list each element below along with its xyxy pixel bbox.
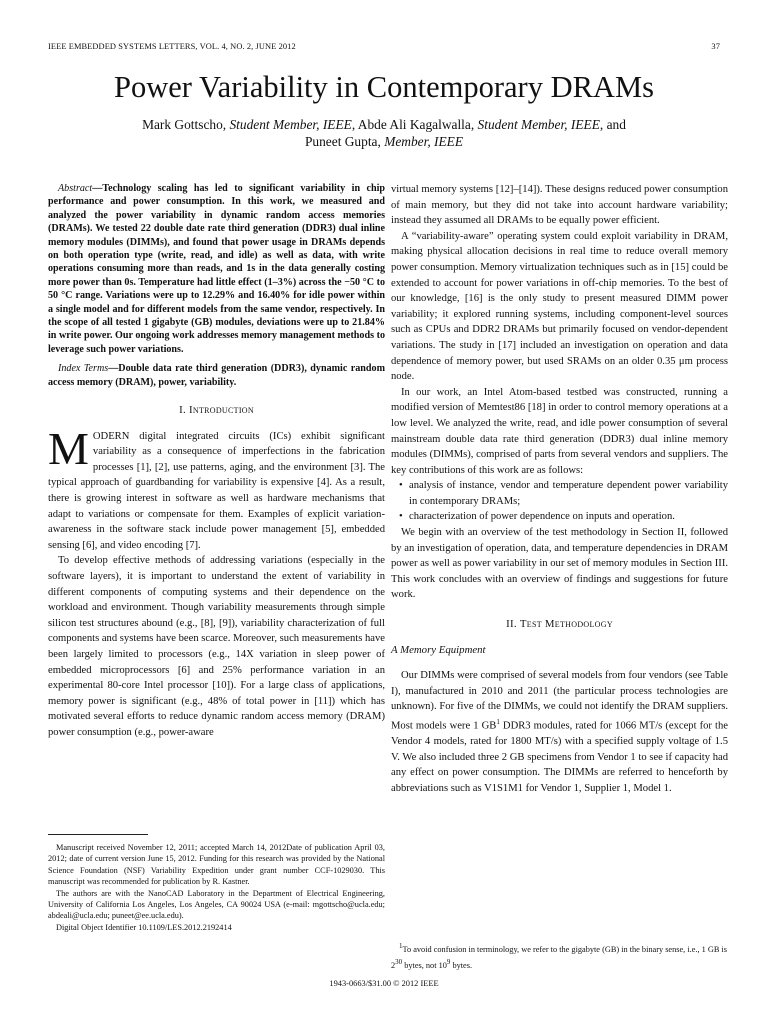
section-number: II. [506, 618, 520, 631]
left-column [48, 182, 385, 741]
page-number: 37 [711, 42, 720, 51]
section-heading-introduction [48, 403, 385, 419]
author-affiliation: Student Member, IEEE [477, 117, 600, 132]
footnote-rule [48, 834, 148, 835]
subsection-heading: A Memory Equipment [391, 643, 486, 656]
author-separator: , and [599, 117, 626, 132]
contribution-list [391, 478, 728, 525]
author-affiliation: Student Member, IEEE [229, 117, 352, 132]
section-heading-methodology [391, 617, 728, 633]
list-item: • characterization of power dependence on inputs and operation. [409, 509, 728, 525]
paper-title: Power Variability in Contemporary DRAMs [114, 70, 654, 104]
footnotes [48, 842, 385, 933]
intro-paragraph: virtual memory systems [12]–[14]). These designs reduced power consumption of main memory, but they did not take into account hardware variability; instead they assumed all DRAMs to be equally power efficient. [391, 184, 728, 227]
author-name: , Abde Ali Kagalwalla, [351, 117, 478, 132]
abstract [48, 182, 385, 356]
footnote-text-part: To avoid confusion in terminology, we refer to the gigabyte (GB) in the binary sense, i.e., 1 GB is 2 [391, 944, 727, 970]
right-column [391, 182, 728, 797]
method-text: DDR3 modules, rated for 1066 MT/s (except for the Vendor 4 models, rated for 1800 MT/s) with a specified supply voltage of 1.5 V. We also included three 2 GB specimens from Vendor 1 to see if capacity had any effect on power consumption. The DIMMs are referred to henceforth by abbreviations such as V1S1M1 for Vendor 1, Supplier 1, Model 1. [391, 720, 728, 794]
method-text: Our DIMMs were comprised of several models from four vendors (see Table I), manufactured in 2010 and 2011 (the particular process technologies are unknown). For five of the DIMMs, we could not identify the DRAM suppliers. Most models were 1 GB [391, 670, 728, 732]
intro-paragraph [48, 422, 385, 554]
author-affiliation: Member, IEEE [384, 134, 464, 149]
exponent: 9 [446, 957, 451, 966]
footnote-doi: Digital Object Identifier 10.1109/LES.2012.2192414 [56, 922, 232, 932]
footnote-marker: 1 [399, 942, 403, 950]
exponent: 30 [395, 957, 403, 966]
index-terms-text: —Double data rate third generation (DDR3), dynamic random access memory (DRAM), power, variability. [48, 363, 385, 388]
footnote-text-part: bytes. [450, 960, 473, 970]
copyright-line: 1943-0663/$31.00 © 2012 IEEE [329, 979, 439, 988]
footnote-gigabyte [391, 940, 728, 972]
intro-paragraph: In our work, an Intel Atom-based testbed was constructed, running a modified version of Memtest86 [18] in order to control memory operations at a low level. We analyzed the write, read, and idle power consumption of several mainstream double data rate third generation (DDR3) dual inline memory modules (DIMMs), comprised of parts from several vendors and suppliers. The key contributions of this work are as follows: [391, 386, 728, 476]
intro-paragraph: A “variability-aware” operating system could exploit variability in DRAM, making physical allocation decisions in real time to reduce overall memory power consumption. Memory virtualization techniques such as in [15] could be extended to account for power variations in off-chip memories. To the best of our knowledge, [16] is the only study to present measured DIMM power variability; it explored running systems, including component-level sources such as CPUs and DDR2 DRAMs but primarily focused on vendor-dependent variations. The study in [17] included an investigation on operation and data dependence of memory power, but used SRAMs on an older 0.35 μm process node. [391, 230, 728, 383]
method-paragraph [391, 668, 728, 796]
intro-paragraph: To develop effective methods of addressing variations (especially in the software layers), it is important to understand the extent of variability in different components of computing systems and their dependence on the workload and environment. Though variability measurements through simple silicon test structures abound (e.g., [8], [9]), variability characterization of full components and systems have been scarce. Moreover, such measurements have been largely limited to processors (e.g., 14X variation in sleep power of embedded microprocessors [6] and 25% performance variation in an experimental 80-core Intel processor [10]). For a large class of applications, memory power is significant (e.g., 48% of total power in [11]) which has motivated several efforts to reduce dynamic random access memory (DRAM) power consumption (e.g., power-aware [48, 555, 385, 738]
author-list [90, 116, 678, 150]
author-name: Puneet Gupta, [304, 134, 385, 149]
section-number: I. [179, 404, 189, 417]
index-terms-label: Index Terms [58, 363, 109, 375]
footnote-text-part: bytes, not 10 [402, 960, 447, 970]
footnote-text [391, 940, 728, 972]
footnote-authors: The authors are with the NanoCAD Laboratory in the Department of Electrical Engineering, University of California Los Angeles, Los Angeles, CA 90024 USA (e-mail: mgottscho@ucla.edu; abdeali@ucla.edu; puneet@ee.ucla.edu). [48, 888, 385, 921]
abstract-label: Abstract [58, 183, 93, 194]
section-title: Test Methodology [519, 618, 613, 631]
intro-text: ODERN digital integrated circuits (ICs) exhibit significant variability as a consequence of imperfections in the fabrication processes [1], [2], use patterns, aging, and the environment [3]. The typical approach of guardbanding for variability is expensive [4]. As a result, there is growing interest in software as well as hardware mechanisms that adapt to variations or compensate for them. Examples of explicit variation-awareness in the software stack include power management [5], embedded sensing [6], and video encoding [7]. [48, 430, 385, 551]
intro-paragraph: We begin with an overview of the test methodology in Section II, followed by an investigation of operation, data, and temperature dependencies in DRAM power as well as power variability in our set of memory modules in Section III. This work concludes with an overview of findings and suggestions for future work. [391, 527, 728, 601]
abstract-text: —Technology scaling has led to significant variability in chip performance and power consumption. In this work, we measured and analyzed the power variability in dynamic random access memories (DRAMs). We tested 22 double date rate third generation (DDR3) dual inline memory modules (DIMMs), and found that power usage in DRAMs depends on both operation type (write, read, and idle) as well as data, with write operations consuming more than reads, and 1s in the data generally costing more power than 0s. Temperature had little effect (1–3%) across the −50 °C to 50 °C range. Variations were up to 12.29% and 16.40% for idle power within a single model and for different models from the same vendor, respectively. In the scope of all tested 1 gigabyte (GB) modules, deviations were up to 21.84% in write power. Our ongoing work addresses memory management methods to leverage such power variations. [48, 183, 385, 355]
drop-cap: M [48, 422, 89, 474]
index-terms [48, 362, 385, 389]
list-item: • analysis of instance, vendor and temperature dependent power variability in contemporary DRAMs; [409, 478, 728, 509]
section-title: Introduction [188, 404, 254, 417]
journal-name: IEEE EMBEDDED SYSTEMS LETTERS, VOL. 4, NO. 2, JUNE 2012 [48, 42, 296, 51]
footnote-manuscript: Manuscript received November 12, 2011; accepted March 14, 2012Date of publication April 03, 2012; date of current version June 15, 2012. Funding for this research was provided by the National Science Foundation (NSF) Variability Expedition under grant number CCF-1029030. This manuscript was recommended for publication by R. Kastner. [48, 843, 385, 887]
author-name: Mark Gottscho, [142, 117, 230, 132]
footnote-marker: 1 [496, 718, 500, 726]
